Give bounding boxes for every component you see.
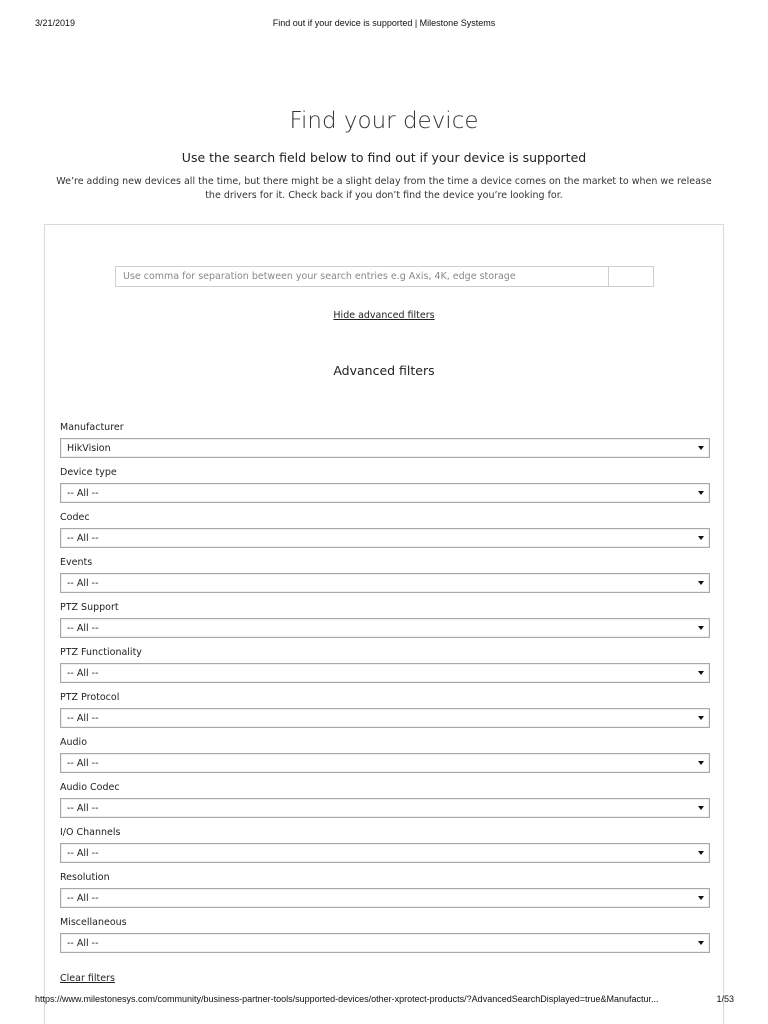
filter-label: Events xyxy=(60,557,93,568)
ptz-functionality-select[interactable] xyxy=(60,663,710,683)
filter-ptz-support xyxy=(60,601,710,646)
ptz-support-select[interactable] xyxy=(60,618,710,638)
select-value: HikVision xyxy=(67,443,111,454)
print-page-count: 1/53 xyxy=(716,994,734,1004)
filter-ptz-protocol xyxy=(60,691,710,736)
chevron-down-icon xyxy=(698,941,704,945)
filter-label: PTZ Protocol xyxy=(60,692,120,703)
filter-label: Codec xyxy=(60,512,90,523)
filter-device-type xyxy=(60,466,710,511)
filter-miscellaneous xyxy=(60,916,710,961)
filter-ptz-functionality xyxy=(60,646,710,691)
hide-advanced-filters-row xyxy=(0,310,768,321)
print-footer xyxy=(0,994,768,1008)
print-date: 3/21/2019 xyxy=(35,18,76,28)
filter-label: Audio Codec xyxy=(60,782,120,793)
select-value: -- All -- xyxy=(67,668,99,679)
search-button[interactable] xyxy=(608,267,653,286)
select-value: -- All -- xyxy=(67,578,99,589)
codec-select[interactable] xyxy=(60,528,710,548)
ptz-protocol-select[interactable] xyxy=(60,708,710,728)
chevron-down-icon xyxy=(698,716,704,720)
chevron-down-icon xyxy=(698,581,704,585)
page-title: Find your device xyxy=(289,108,479,134)
filter-resolution xyxy=(60,871,710,916)
chevron-down-icon xyxy=(698,761,704,765)
print-url: https://www.milestonesys.com/community/business-partner-tools/supported-devices/other-xprotect-products/?AdvancedSearchDisplayed=true&Manufactur... xyxy=(35,994,659,1004)
audio-codec-select[interactable] xyxy=(60,798,710,818)
filter-label: Device type xyxy=(60,467,117,478)
chevron-down-icon xyxy=(698,806,704,810)
filter-label: Audio xyxy=(60,737,88,748)
filter-label: I/O Channels xyxy=(60,827,121,838)
device-type-select[interactable] xyxy=(60,483,710,503)
chevron-down-icon xyxy=(698,671,704,675)
search-input[interactable] xyxy=(116,267,608,286)
print-document-title: Find out if your device is supported | Milestone Systems xyxy=(272,18,496,28)
io-channels-select[interactable] xyxy=(60,843,710,863)
filter-label: Miscellaneous xyxy=(60,917,127,928)
select-value: -- All -- xyxy=(67,938,99,949)
resolution-select[interactable] xyxy=(60,888,710,908)
chevron-down-icon xyxy=(698,896,704,900)
chevron-down-icon xyxy=(698,851,704,855)
audio-select[interactable] xyxy=(60,753,710,773)
search-box xyxy=(115,266,654,287)
clear-filters-link[interactable]: Clear filters xyxy=(60,973,115,984)
select-value: -- All -- xyxy=(67,533,99,544)
page-subtitle: Use the search field below to find out if your device is supported xyxy=(181,150,587,165)
intro-text: We’re adding new devices all the time, but there might be a slight delay from the time a device comes on the market to when we release the drivers for it. Check back if you don’t find the device you’re looking for. xyxy=(56,176,712,201)
chevron-down-icon xyxy=(698,626,704,630)
print-header xyxy=(0,18,768,32)
miscellaneous-select[interactable] xyxy=(60,933,710,953)
filter-events xyxy=(60,556,710,601)
filter-audio-codec xyxy=(60,781,710,826)
filter-manufacturer xyxy=(60,421,710,466)
select-value: -- All -- xyxy=(67,623,99,634)
chevron-down-icon xyxy=(698,446,704,450)
filter-label: PTZ Support xyxy=(60,602,119,613)
select-value: -- All -- xyxy=(67,488,99,499)
advanced-filters-heading: Advanced filters xyxy=(333,363,435,378)
filter-codec xyxy=(60,511,710,556)
chevron-down-icon xyxy=(698,536,704,540)
select-value: -- All -- xyxy=(67,803,99,814)
select-value: -- All -- xyxy=(67,713,99,724)
select-value: -- All -- xyxy=(67,893,99,904)
manufacturer-select[interactable] xyxy=(60,438,710,458)
filter-label: Resolution xyxy=(60,872,110,883)
chevron-down-icon xyxy=(698,491,704,495)
filter-label: PTZ Functionality xyxy=(60,647,142,658)
filters-list xyxy=(60,421,710,961)
filter-io-channels xyxy=(60,826,710,871)
hide-advanced-filters-link[interactable]: Hide advanced filters xyxy=(333,310,435,321)
events-select[interactable] xyxy=(60,573,710,593)
filter-label: Manufacturer xyxy=(60,422,124,433)
filter-audio xyxy=(60,736,710,781)
select-value: -- All -- xyxy=(67,758,99,769)
select-value: -- All -- xyxy=(67,848,99,859)
